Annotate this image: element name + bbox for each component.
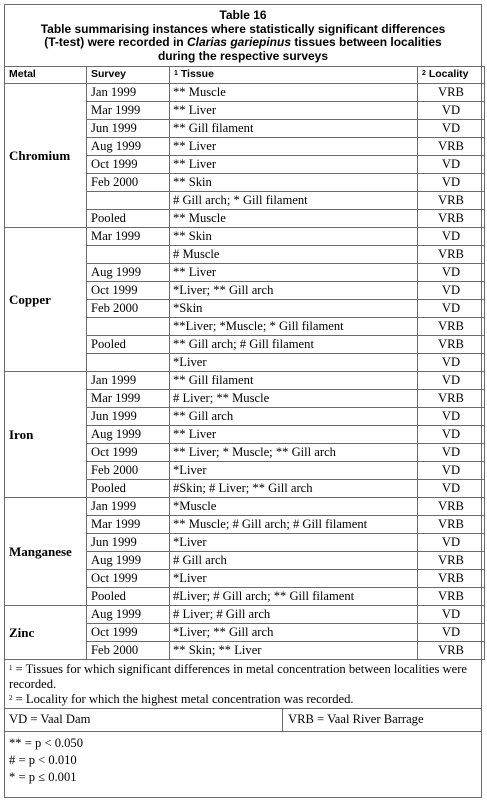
table-caption-line: Table summarising instances where statistically significant differences [40,21,446,36]
tissue-cell: ** Gill arch [170,408,418,426]
survey-cell: Mar 1999 [87,390,170,408]
survey-cell [87,246,170,264]
footnote-marker: 1 [174,70,178,77]
survey-cell: Mar 1999 [87,228,170,246]
survey-cell: Jun 1999 [87,534,170,552]
tissue-cell: ** Liver [170,264,418,282]
tissue-cell: ** Skin; ** Liver [170,642,418,660]
locality-cell: VD [418,156,485,174]
tissue-cell: ** Muscle [170,84,418,102]
metal-cell: Manganese [5,498,87,606]
table-body [5,84,485,660]
locality-cell: VD [418,534,485,552]
tissue-cell: ** Gill filament [170,372,418,390]
survey-cell: Oct 1999 [87,624,170,642]
locality-cell: VD [418,408,485,426]
locality-cell: VRB [418,390,485,408]
survey-cell: Jun 1999 [87,408,170,426]
header-tissue-label: Tissue [180,68,214,80]
locality-cell: VD [418,372,485,390]
locality-cell: VD [418,426,485,444]
tissue-cell: *Liver [170,570,418,588]
table-row [5,228,485,246]
header-row [5,67,485,84]
metal-cell: Copper [5,228,87,372]
survey-cell: Aug 1999 [87,138,170,156]
locality-cell: VRB [418,84,485,102]
survey-cell: Mar 1999 [87,516,170,534]
locality-cell: VD [418,228,485,246]
survey-cell: Aug 1999 [87,264,170,282]
table-caption-line: during the respective surveys [157,48,329,63]
survey-cell: Feb 2000 [87,174,170,192]
locality-cell: VRB [418,192,485,210]
tissue-cell: # Liver; # Gill arch [170,606,418,624]
survey-cell: Pooled [87,210,170,228]
table-row [5,84,485,102]
tissue-cell: ** Liver [170,426,418,444]
tissue-cell: **Liver; *Muscle; * Gill filament [170,318,418,336]
survey-cell: Pooled [87,588,170,606]
table-row [5,498,485,516]
survey-cell: Jan 1999 [87,498,170,516]
caption-text: tissues between localities [291,35,442,49]
locality-cell: VRB [418,498,485,516]
survey-cell: Pooled [87,336,170,354]
locality-cell: VRB [418,588,485,606]
locality-cell: VD [418,624,485,642]
tissue-cell: ** Liver [170,102,418,120]
tissue-cell: ** Gill filament [170,120,418,138]
survey-cell: Pooled [87,480,170,498]
locality-cell: VD [418,462,485,480]
locality-cell: VD [418,606,485,624]
tissue-cell: ** Liver; * Muscle; ** Gill arch [170,444,418,462]
locality-cell: VRB [418,570,485,588]
significance-item: ** = p < 0.050 [9,736,84,750]
locality-cell: VRB [418,246,485,264]
survey-cell: Aug 1999 [87,426,170,444]
locality-cell: VD [418,174,485,192]
tissue-cell: ** Liver [170,156,418,174]
locality-cell: VD [418,300,485,318]
footnote-1 [9,662,477,692]
survey-cell: Jan 1999 [87,372,170,390]
survey-cell: Jun 1999 [87,120,170,138]
tissue-cell: ** Skin [170,228,418,246]
survey-cell: Jan 1999 [87,84,170,102]
tissue-cell: *Liver; ** Gill arch [170,624,418,642]
table-row [5,372,485,390]
tissue-cell: ** Muscle [170,210,418,228]
tissue-cell: *Liver [170,534,418,552]
footnote-2-text: = Locality for which the highest metal concentration was recorded. [12,692,354,706]
tissue-cell: #Liver; # Gill arch; ** Gill filament [170,588,418,606]
tissue-cell: # Liver; ** Muscle [170,390,418,408]
tissue-cell: ** Muscle; # Gill arch; # Gill filament [170,516,418,534]
survey-cell: Oct 1999 [87,444,170,462]
locality-cell: VD [418,282,485,300]
metal-cell: Iron [5,372,87,498]
tissue-cell: # Gill arch; * Gill filament [170,192,418,210]
survey-cell [87,192,170,210]
footnote-1-text: = Tissues for which significant differences in metal concentration between localities were recorded. [9,662,468,691]
locality-cell: VRB [418,318,485,336]
tissue-cell: ** Liver [170,138,418,156]
abbreviation-vrb: VRB = Vaal River Barrage [288,712,424,726]
survey-cell: Oct 1999 [87,570,170,588]
table-footer [5,660,481,789]
significance-item: # = p < 0.010 [9,753,77,767]
table-caption-line [5,36,481,50]
locality-cell: VRB [418,336,485,354]
tissue-cell: *Liver; ** Gill arch [170,282,418,300]
tissue-cell: *Liver [170,462,418,480]
tissue-cell: *Liver [170,354,418,372]
caption-text: (T-test) were recorded in [44,35,187,49]
tissue-cell: #Skin; # Liver; ** Gill arch [170,480,418,498]
locality-cell: VRB [418,516,485,534]
survey-cell: Oct 1999 [87,156,170,174]
survey-cell: Oct 1999 [87,282,170,300]
abbreviation-row [5,709,481,732]
tissue-cell: ** Gill arch; # Gill filament [170,336,418,354]
footnotes [5,660,481,709]
footnote-marker: 1 [9,664,13,672]
survey-cell: Feb 2000 [87,300,170,318]
abbreviation-vd: VD = Vaal Dam [9,712,91,726]
tissue-cell: *Muscle [170,498,418,516]
footnote-2 [9,692,477,707]
metal-cell: Zinc [5,606,87,660]
significance-legend [5,732,481,789]
locality-cell: VRB [418,552,485,570]
header-metal: Metal [5,67,87,84]
header-locality-label: Locality [428,68,469,80]
survey-cell: Aug 1999 [87,606,170,624]
locality-cell: VD [418,354,485,372]
locality-cell: VRB [418,210,485,228]
survey-cell: Aug 1999 [87,552,170,570]
divider [282,709,283,731]
significance-item: * = p ≤ 0.001 [9,770,77,784]
locality-cell: VRB [418,642,485,660]
footnote-marker: 2 [422,70,426,77]
tissue-cell: *Skin [170,300,418,318]
survey-cell: Feb 2000 [87,642,170,660]
tissue-cell: ** Skin [170,174,418,192]
table-title-block [5,5,481,67]
table-number: Table 16 [219,8,267,22]
survey-cell [87,354,170,372]
locality-cell: VD [418,444,485,462]
locality-cell: VD [418,120,485,138]
survey-cell [87,318,170,336]
locality-cell: VD [418,480,485,498]
header-survey: Survey [87,67,170,84]
data-table [4,66,485,660]
locality-cell: VD [418,102,485,120]
locality-cell: VRB [418,138,485,156]
survey-cell: Feb 2000 [87,462,170,480]
header-tissue [170,67,418,84]
table-row [5,606,485,624]
footnote-marker: 2 [9,694,13,702]
table-document [4,4,482,798]
tissue-cell: # Gill arch [170,552,418,570]
species-name: Clarias gariepinus [186,35,291,49]
locality-cell: VD [418,264,485,282]
metal-cell: Chromium [5,84,87,228]
survey-cell: Mar 1999 [87,102,170,120]
header-locality [418,67,485,84]
tissue-cell: # Muscle [170,246,418,264]
